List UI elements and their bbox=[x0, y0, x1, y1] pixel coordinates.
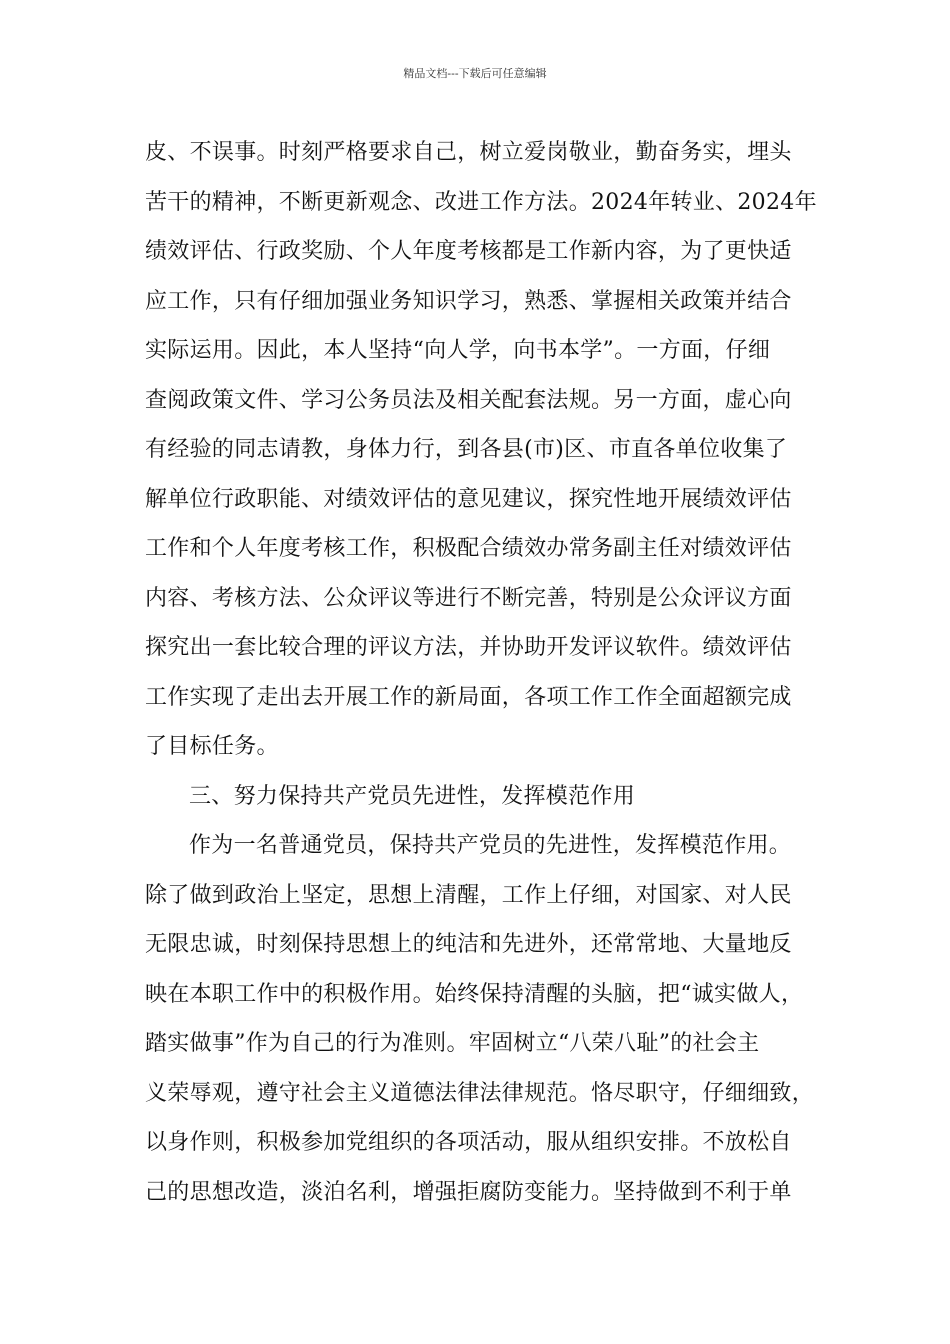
text-line: 实际运用。因此，本人坚持“向人学，向书本学”。一方面，仔细 bbox=[145, 338, 771, 363]
text-line: 工作实现了走出去开展工作的新局面，各项工作工作全面超额完成 bbox=[145, 684, 792, 710]
text-line: 查阅政策文件、学习公务员法及相关配套法规。另一方面，虚心向 bbox=[145, 387, 792, 413]
text-line: 映在本职工作中的积极作用。始终保持清醒的头脑，把“诚实做人， bbox=[145, 981, 804, 1007]
text-line: 无限忠诚，时刻保持思想上的纯洁和先进外，还常常地、大量地反 bbox=[145, 932, 792, 957]
text-line: 探究出一套比较合理的评议方法，并协助开发评议软件。绩效评估 bbox=[145, 635, 792, 660]
text-line: 义荣辱观，遵守社会主义道德法律法律规范。恪尽职守，仔细细致， bbox=[145, 1080, 815, 1106]
text-line: 内容、考核方法、公众评议等进行不断完善，特别是公众评议方面 bbox=[145, 585, 792, 611]
document-body bbox=[145, 128, 817, 1217]
text-line: 苦干的精神，不断更新观念、改进工作方法。2024年转业、2024年 bbox=[145, 189, 817, 215]
text-line: 解单位行政职能、对绩效评估的意见建议，探究性地开展绩效评估 bbox=[145, 486, 792, 512]
text-line: 除了做到政治上坚定，思想上清醒，工作上仔细，对国家、对人民 bbox=[145, 882, 792, 908]
text-line: 工作和个人年度考核工作，积极配合绩效办常务副主任对绩效评估 bbox=[145, 536, 792, 561]
text-line: 皮、不误事。时刻严格要求自己，树立爱岗敬业，勤奋务实，埋头 bbox=[145, 140, 792, 165]
text-line: 绩效评估、行政奖励、个人年度考核都是工作新内容，为了更快适 bbox=[145, 239, 792, 264]
text-line: 应工作，只有仔细加强业务知识学习，熟悉、掌握相关政策并结合 bbox=[145, 288, 792, 314]
text-line: 己的思想改造，淡泊名利，增强拒腐防变能力。坚持做到不利于单 bbox=[145, 1179, 792, 1205]
text-line: 有经验的同志请教，身体力行，到各县(市)区、市直各单位收集了 bbox=[145, 437, 788, 462]
section-heading: 三、努力保持共产党员先进性，发挥模范作用 bbox=[189, 783, 636, 809]
text-line: 了目标任务。 bbox=[145, 734, 279, 759]
text-line: 以身作则，积极参加党组织的各项活动，服从组织安排。不放松自 bbox=[145, 1130, 792, 1155]
paragraph-first-line: 作为一名普通党员，保持共产党员的先进性，发挥模范作用。 bbox=[189, 833, 792, 858]
text-line: 踏实做事”作为自己的行为准则。牢固树立“八荣八耻”的社会主 bbox=[145, 1031, 760, 1056]
page-header: 精品文档---下载后可任意编辑 bbox=[403, 67, 547, 80]
